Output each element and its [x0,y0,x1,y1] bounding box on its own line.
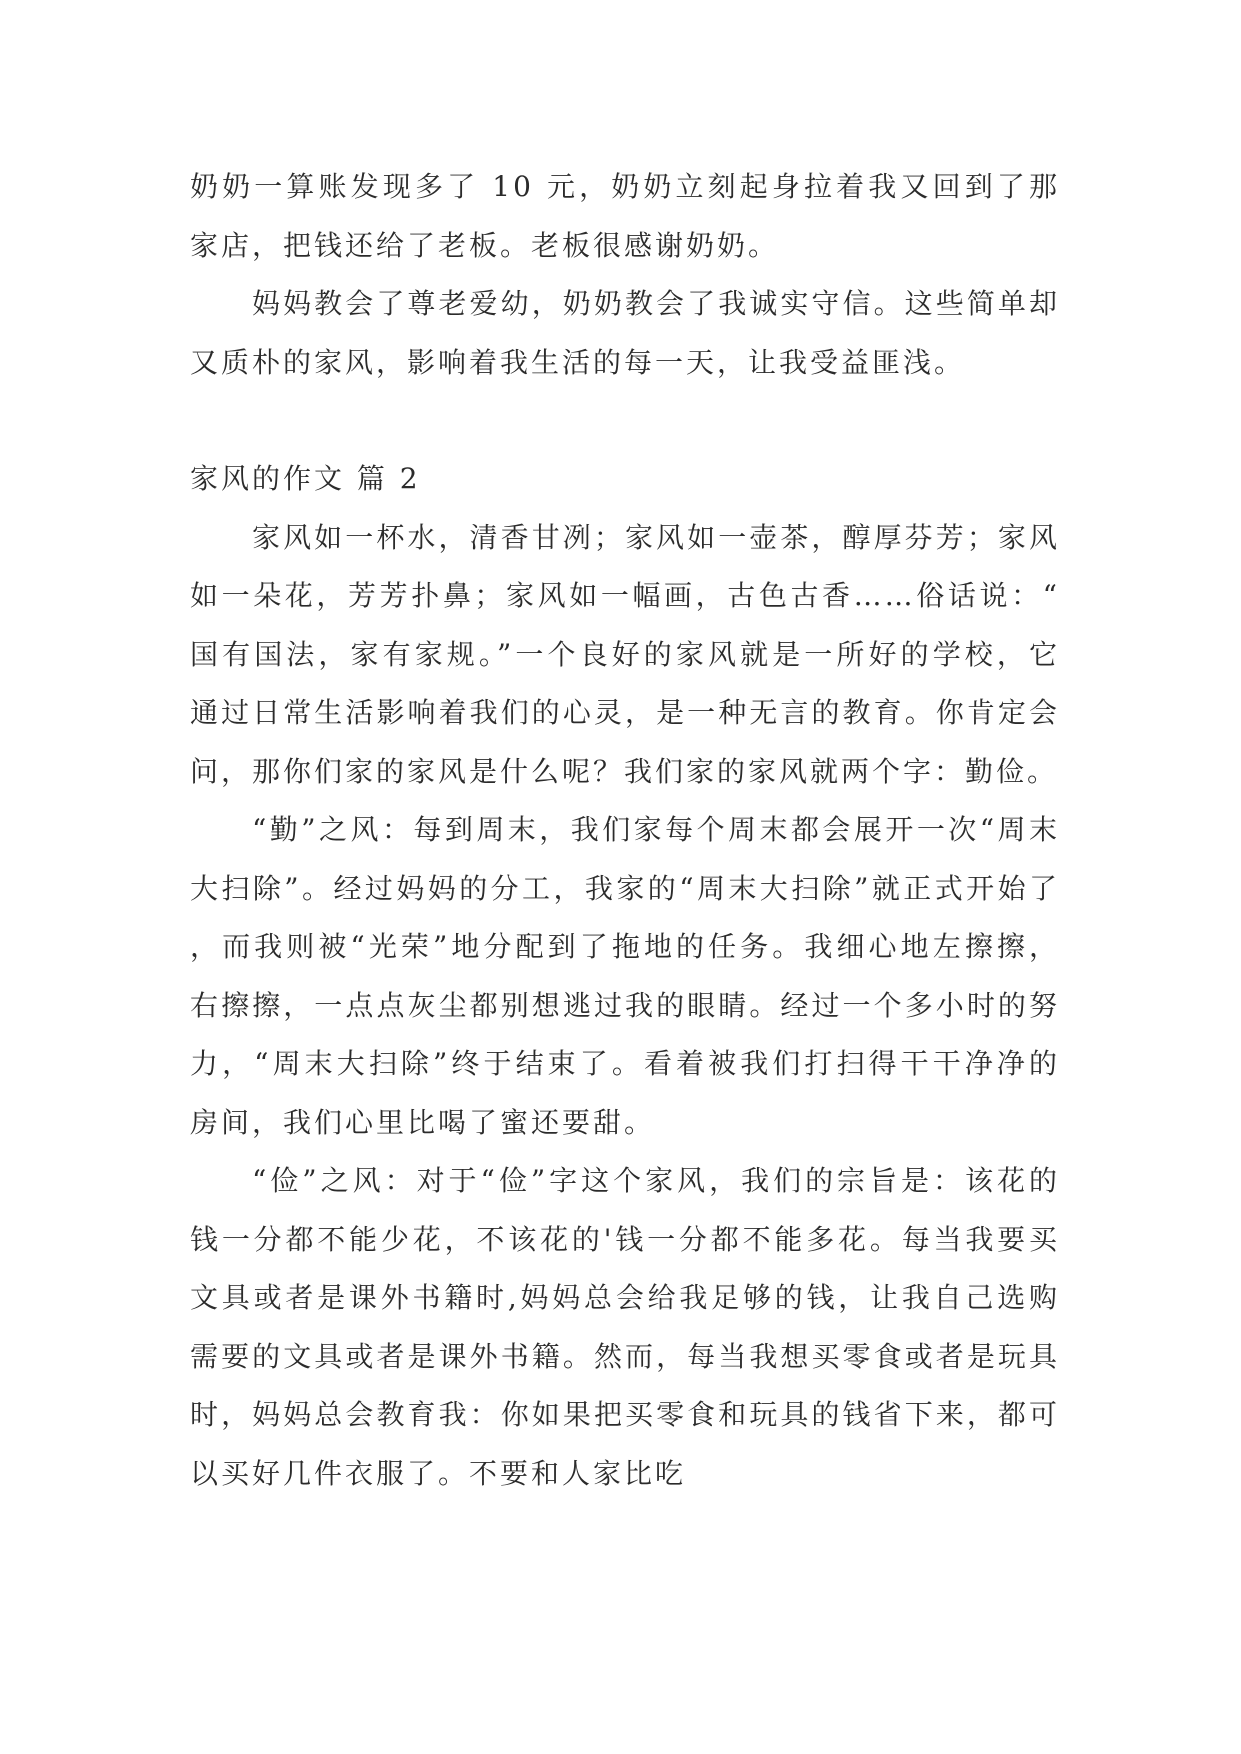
section-title: 家风的作文 篇 2 [190,462,421,495]
section-spacer [190,392,1060,450]
paragraph-thrift: “俭”之风：对于“俭”字这个家风，我们的宗旨是：该花的钱一分都不能少花，不该花的'钱一分都不能多花。每当我要买文具或者是课外书籍时,妈妈总会给我足够的钱，让我自己选购需要的文具或者是课外书籍。然而，每当我想买零食或者是玩具时，妈妈总会教育我：你如果把买零食和玩具的钱省下来，都可以买好几件衣服了。不要和人家比吃 [190,1164,1060,1490]
paragraph-intro: 家风如一杯水，清香甘冽；家风如一壶茶，醇厚芬芳；家风如一朵花，芳芳扑鼻；家风如一幅画，古色古香……俗话说：“国有国法，家有家规。”一个良好的家风就是一所好的学校，它通过日常生活影响着我们的心灵，是一种无言的教育。你肯定会问，那你们家的家风是什么呢？我们家的家风就两个字：勤俭。 [190,520,1060,788]
paragraph-conclusion: 妈妈教会了尊老爱幼，奶奶教会了我诚实守信。这些简单却又质朴的家风，影响着我生活的每一天，让我受益匪浅。 [190,287,1060,379]
paragraph-continuation: 奶奶一算账发现多了 10 元，奶奶立刻起身拉着我又回到了那家店，把钱还给了老板。老板很感谢奶奶。 [190,170,1060,262]
document-body [190,158,1060,1503]
paragraph-diligence: “勤”之风：每到周末，我们家每个周末都会展开一次“周末大扫除”。经过妈妈的分工，我家的“周末大扫除”就正式开始了，而我则被“光荣”地分配到了拖地的任务。我细心地左擦擦，右擦擦，一点点灰尘都别想逃过我的眼睛。经过一个多小时的努力，“周末大扫除”终于结束了。看着被我们打扫得干干净净的房间，我们心里比喝了蜜还要甜。 [190,813,1060,1139]
